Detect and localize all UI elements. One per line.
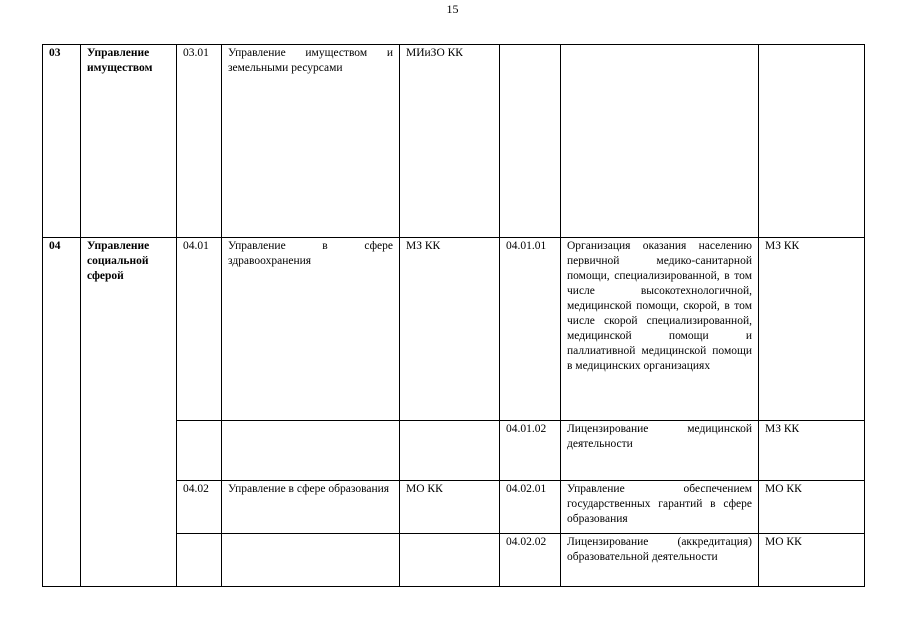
subsection-code-cell: 04.02	[177, 481, 222, 534]
responsible-cell: МИиЗО КК	[400, 45, 500, 238]
responsible-cell	[400, 421, 500, 481]
subsection-name-cell: Управление в сфере образования	[222, 481, 400, 534]
subsection-name-cell: Управление в сфере здравоохранения	[222, 238, 400, 421]
item-responsible-cell: МЗ КК	[759, 421, 865, 481]
section-name-cell: Управление социальной сферой	[81, 238, 177, 587]
item-name-cell: Лицензирование (аккредитация) образовательной деятельности	[561, 534, 759, 587]
item-code-cell: 04.01.02	[500, 421, 561, 481]
item-responsible-cell	[759, 45, 865, 238]
section-code-cell: 03	[43, 45, 81, 238]
item-code-cell: 04.02.01	[500, 481, 561, 534]
item-responsible-cell: МО КК	[759, 534, 865, 587]
responsible-cell: МЗ КК	[400, 238, 500, 421]
responsible-cell: МО КК	[400, 481, 500, 534]
registry-table	[42, 44, 865, 587]
item-code-cell: 04.01.01	[500, 238, 561, 421]
subsection-name-cell	[222, 421, 400, 481]
item-responsible-cell: МЗ КК	[759, 238, 865, 421]
subsection-code-cell	[177, 421, 222, 481]
subsection-code-cell: 03.01	[177, 45, 222, 238]
table-row	[43, 45, 865, 238]
item-name-cell: Управление обеспечением государственных гарантий в сфере образования	[561, 481, 759, 534]
item-code-cell: 04.02.02	[500, 534, 561, 587]
item-name-cell: Организация оказания населению первичной медико-санитарной помощи, специализированной, в том числе высокотехнологичной, медицинской помощи, скорой, в том числе скорой специализированной, медицинской помощи и паллиативной медицинской помощи в медицинских организациях	[561, 238, 759, 421]
item-responsible-cell: МО КК	[759, 481, 865, 534]
page-number: 15	[446, 2, 459, 16]
table-row	[43, 238, 865, 421]
section-code-cell: 04	[43, 238, 81, 587]
subsection-code-cell	[177, 534, 222, 587]
section-name-cell: Управление имуществом	[81, 45, 177, 238]
subsection-name-cell: Управление имуществом и земельными ресурсами	[222, 45, 400, 238]
subsection-name-cell	[222, 534, 400, 587]
item-code-cell	[500, 45, 561, 238]
item-name-cell	[561, 45, 759, 238]
subsection-code-cell: 04.01	[177, 238, 222, 421]
item-name-cell: Лицензирование медицинской деятельности	[561, 421, 759, 481]
responsible-cell	[400, 534, 500, 587]
